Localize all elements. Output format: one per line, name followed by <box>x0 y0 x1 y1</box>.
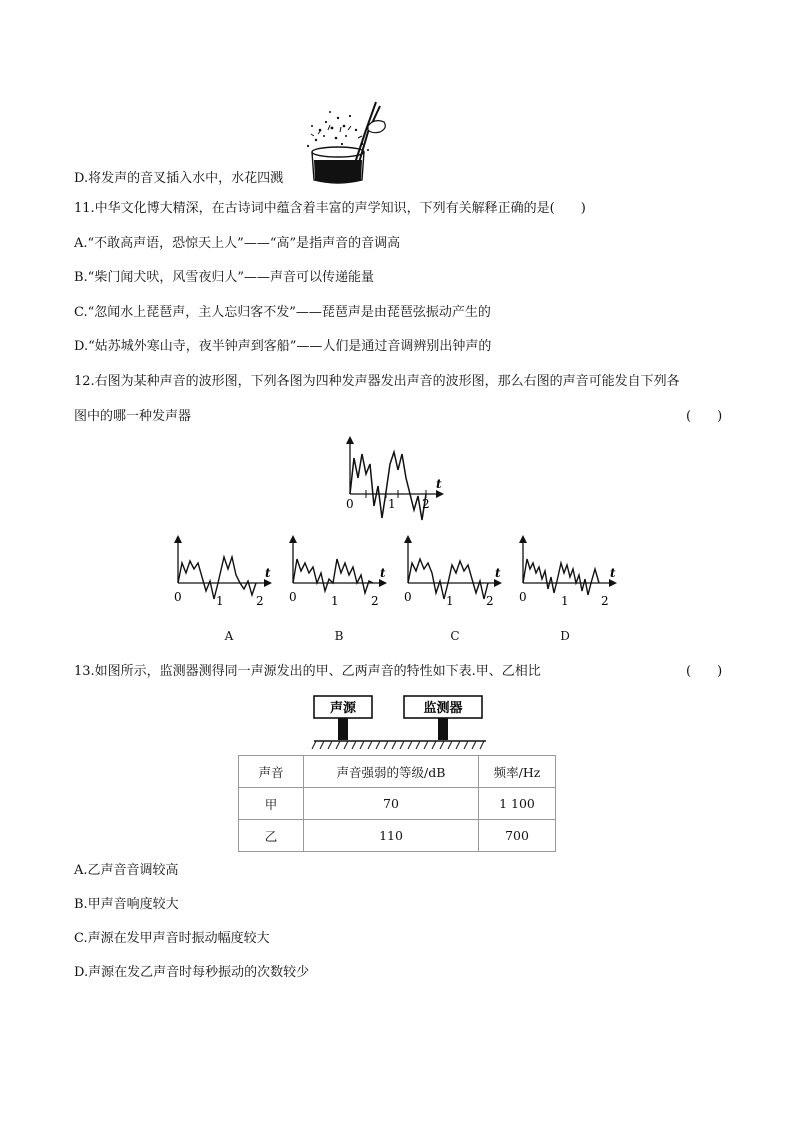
q13-source-monitor-diagram <box>312 694 488 752</box>
q12-c-tick-1: 1 <box>446 594 454 608</box>
q12-b-tick-2: 2 <box>371 594 379 608</box>
q12-ref-t-label: t <box>436 477 442 491</box>
q12-waveform-a <box>170 533 280 613</box>
table-row <box>239 788 556 820</box>
q11-stem: 11.中华文化博大精深，在古诗词中蕴含着丰富的声学知识，下列有关解释正确的是( ) <box>74 201 586 216</box>
q12-b-t-label: t <box>380 566 386 580</box>
q12-a-tick-1: 1 <box>216 594 224 608</box>
q10-option-d: D.将发声的音叉插入水中，水花四溅 <box>74 171 284 186</box>
table-header-cell: 频率/Hz <box>479 756 556 788</box>
q12-label-c: C <box>450 629 460 643</box>
table-header-cell: 声音强弱的等级/dB <box>304 756 479 788</box>
q12-stem-line2: 图中的哪一种发声器 <box>74 409 192 424</box>
q12-label-d: D <box>560 629 570 643</box>
q13-option-d: D.声源在发乙声音时每秒振动的次数较少 <box>74 965 310 980</box>
q12-ref-tick-1: 1 <box>388 497 396 511</box>
table-header-row <box>239 756 556 788</box>
q12-d-t-label: t <box>610 566 616 580</box>
q13-answer-paren: ( ) <box>686 664 723 679</box>
q12-label-a: A <box>224 629 234 643</box>
q12-c-tick-0: 0 <box>404 590 412 604</box>
q12-c-tick-2: 2 <box>486 594 494 608</box>
monitor-box-label: 监测器 <box>423 701 463 716</box>
q12-a-t-label: t <box>265 566 271 580</box>
q12-d-tick-0: 0 <box>519 590 527 604</box>
q12-c-t-label: t <box>495 566 501 580</box>
q13-option-c: C.声源在发甲声音时振动幅度较大 <box>74 931 270 946</box>
source-box-label: 声源 <box>329 701 357 716</box>
table-cell: 乙 <box>239 820 304 852</box>
q12-waveform-b <box>285 533 395 613</box>
q12-waveform-d <box>515 533 625 613</box>
q12-b-tick-1: 1 <box>331 594 339 608</box>
q11-option-d: D.“姑苏城外寒山寺，夜半钟声到客船”——人们是通过音调辨别出钟声的 <box>74 339 492 354</box>
tuning-fork-water-illustration <box>300 100 390 188</box>
table-cell: 70 <box>304 788 479 820</box>
q13-option-b: B.甲声音响度较大 <box>74 897 179 912</box>
q13-option-a: A.乙声音音调较高 <box>74 863 179 878</box>
q13-stem: 13.如图所示，监测器测得同一声源发出的甲、乙两声音的特性如下表.甲、乙相比 <box>74 664 541 679</box>
q12-a-tick-0: 0 <box>174 590 182 604</box>
q11-option-b: B.“柴门闻犬吠，风雪夜归人”——声音可以传递能量 <box>74 270 374 285</box>
q12-ref-tick-2: 2 <box>422 497 430 511</box>
q12-waveform-c <box>400 533 510 613</box>
q13-sound-table <box>238 755 556 852</box>
q12-d-tick-1: 1 <box>561 594 569 608</box>
q12-stem-line1: 12.右图为某种声音的波形图，下列各图为四种发声器发出声音的波形图，那么右图的声音可能发自下列各 <box>74 374 680 389</box>
table-header-cell: 声音 <box>239 756 304 788</box>
q11-option-a: A.“不敢高声语，恐惊天上人”——“高”是指声音的音调高 <box>74 236 401 251</box>
table-row <box>239 820 556 852</box>
q12-b-tick-0: 0 <box>289 590 297 604</box>
q12-ref-tick-0: 0 <box>346 497 354 511</box>
q11-option-c: C.“忽闻水上琵琶声，主人忘归客不发”——琵琶声是由琵琶弦振动产生的 <box>74 305 491 320</box>
q12-reference-waveform <box>340 434 450 526</box>
table-cell: 1 100 <box>479 788 556 820</box>
table-cell: 甲 <box>239 788 304 820</box>
q12-a-tick-2: 2 <box>256 594 264 608</box>
q12-d-tick-2: 2 <box>601 594 609 608</box>
table-cell: 110 <box>304 820 479 852</box>
q12-answer-paren: ( ) <box>686 409 723 424</box>
q12-label-b: B <box>334 629 344 643</box>
table-cell: 700 <box>479 820 556 852</box>
